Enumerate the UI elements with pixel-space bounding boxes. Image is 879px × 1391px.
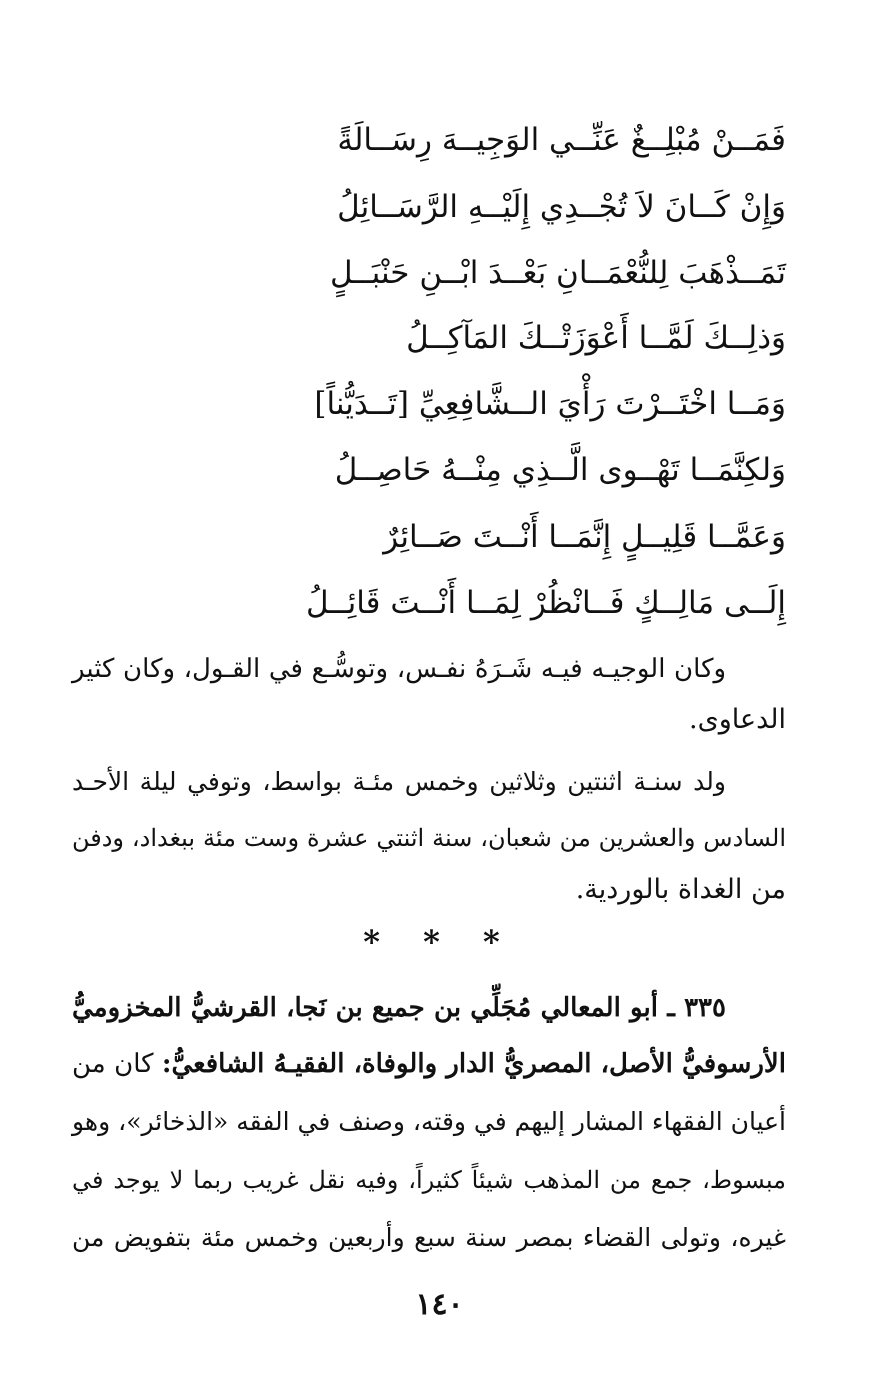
entry-heading-nisba: الأرسوفيُّ الأصل، المصريُّ الدار والوفاة، الفقيـهُ الشافعيُّ:	[161, 1049, 786, 1079]
entry-body-line-3: غيره، وتولى القضاء بمصر سنة سبع وأربعين وخمس مئة بتفويض من	[72, 1223, 786, 1252]
paragraph-2-line-1: ولد سنـة اثنتين وثلاثين وخمس مئـة بواسط، وتوفي ليلة الأحـد	[72, 767, 726, 796]
page-number: ١٤٠	[415, 1287, 464, 1322]
paragraph-2-line-2-text: السادس والعشرين من شعبان، سنة اثنتي عشرة وست مئة ببغداد، ودفن	[72, 824, 786, 852]
paragraph-2-line-3: من الغداة بالوردية.	[575, 874, 786, 905]
paragraph-1-line-2: الدعاوى.	[689, 704, 786, 735]
entry-text-start: كان من	[72, 1049, 162, 1079]
poem-verse-5: وَمَــا اخْتَــرْتَ رَأْيَ الــشَّافِعِيِّ [تَــدَيُّناً]	[314, 386, 786, 422]
poem-verse-6: وَلكِنَّمَــا تَهْــوى الَّــذِي مِنْــهُ حَاصِــلُ	[334, 452, 786, 488]
poem-verse-7: وَعَمَّــا قَلِيــلٍ إِنَّمَــا أَنْــتَ صَــائِرٌ	[383, 519, 786, 555]
poem-verse-4: وَذلِــكَ لَمَّــا أَعْوَزَتْــكَ المَآكِــلُ	[406, 320, 786, 356]
entry-heading-line-1: ٣٣٥ ـ أبو المعالي مُجَلِّي بن جميع بن نَجا، القرشيُّ المخزوميُّ	[72, 993, 726, 1023]
poem-verse-2: وَإِنْ كَــانَ لاَ تُجْــدِي إِلَيْــهِ الرَّسَــائِلُ	[337, 189, 786, 225]
entry-heading-line-2	[72, 1044, 786, 1084]
poem-verse-3: تَمَــذْهَبَ لِلنُّعْمَــانِ بَعْــدَ ابْــنِ حَنْبَــلٍ	[329, 255, 786, 291]
paragraph-2-line-2	[72, 818, 786, 858]
entry-body-line-2: مبسوط، جمع من المذهب شيئاً كثيراً، وفيه نقل غريب ربما لا يوجد في	[72, 1166, 786, 1194]
section-separator: * * *	[363, 923, 516, 961]
poem-verse-1: فَمَــنْ مُبْلِــغٌ عَنِّــي الوَجِيــهَ رِسَــالَةً	[337, 122, 786, 158]
entry-body-line-1: أعيان الفقهاء المشار إليهم في وقته، وصنف في الفقه «الذخائر»، وهو	[72, 1107, 786, 1136]
paragraph-1-line-1: وكان الوجيـه فيـه شَـرَهُ نفـس، وتوسُّـع في القـول، وكان كثير	[72, 654, 726, 684]
poem-verse-8: إِلَــى مَالِــكٍ فَــانْظُرْ لِمَــا أَنْــتَ قَائِــلُ	[305, 585, 786, 621]
